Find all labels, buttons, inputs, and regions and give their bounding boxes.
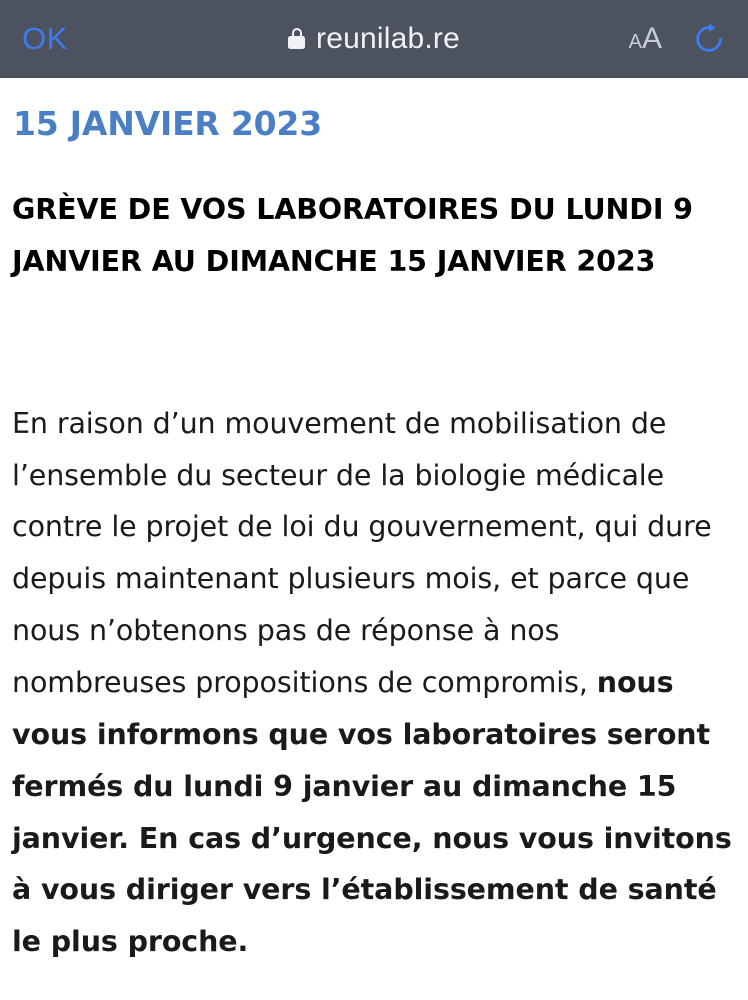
text-size-icon[interactable] [629,24,662,54]
reload-icon[interactable] [692,22,726,56]
lock-icon [288,28,305,50]
page-content [0,104,748,968]
browser-toolbar [0,0,748,78]
article-body-emphasis: nous vous informons que vos laboratoires seront fermés du lundi 9 janvier au dimanche 15 janvier. En cas d’urgence, nous vous invitons à vous diriger vers l’établissement de santé le plus proche. [12,666,732,959]
url-text: reunilab.re [316,22,460,55]
article-body [12,398,736,968]
page-title: GRÈVE DE VOS LABORATOIRES DU LUNDI 9 JANVIER AU DIMANCHE 15 JANVIER 2023 [12,193,693,278]
text-size-small-a: A [628,31,642,53]
article-date: 15 JANVIER 2023 [13,104,322,143]
article-body-regular: En raison d’un mouvement de mobilisation de l’ensemble du secteur de la biologie médicale contre le projet de loi du gouvernement, qui dure depuis maintenant plusieurs mois, et parce que nous n’obtenons pas de réponse à nos nombreuses propositions de compromis, [12,406,712,700]
text-size-big-a: A [641,22,662,55]
done-button[interactable]: OK [22,21,68,56]
toolbar-right-actions [629,22,726,56]
